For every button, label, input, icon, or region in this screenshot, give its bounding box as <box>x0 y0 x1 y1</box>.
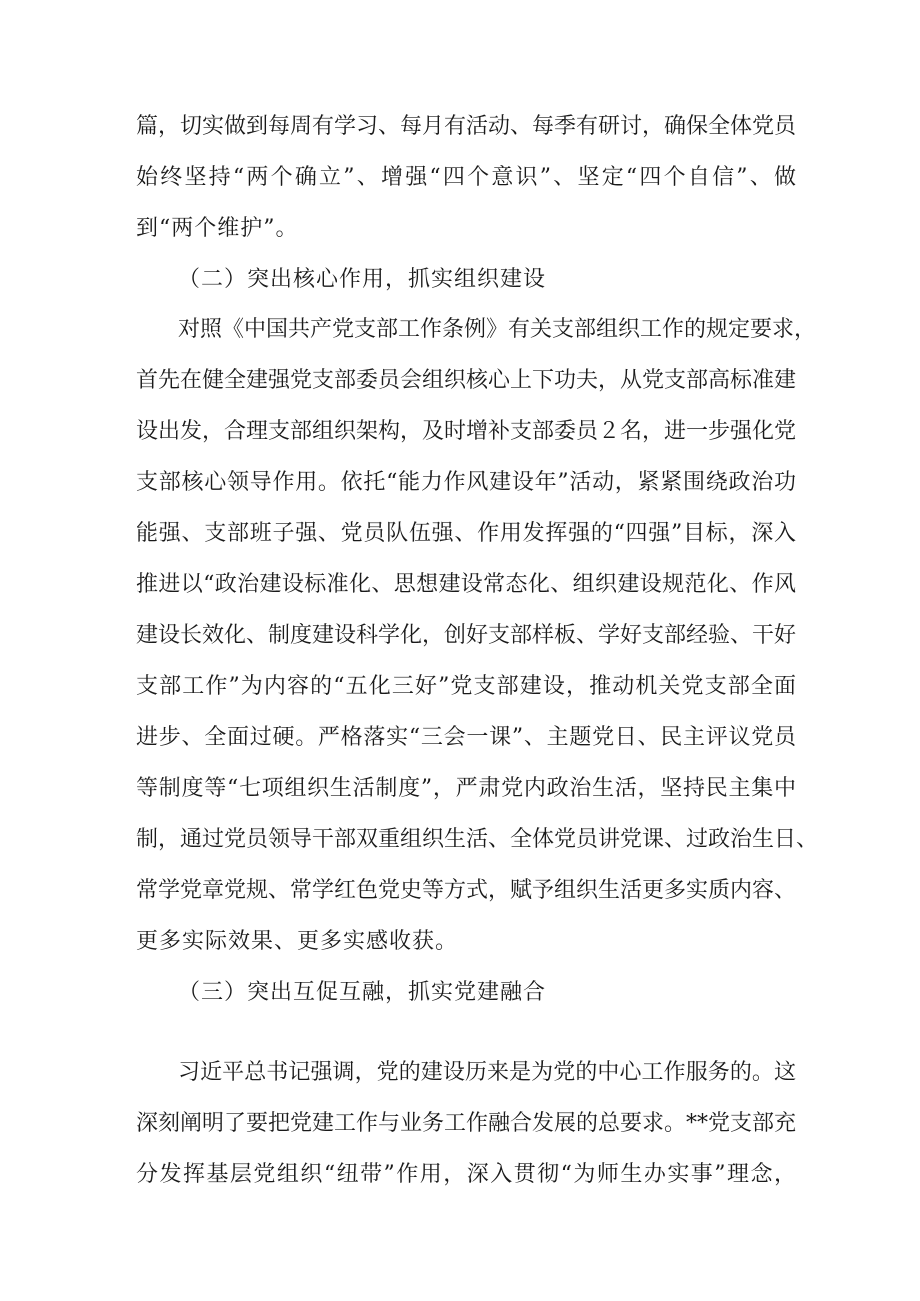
paragraph-2-line-4: 支部核心领导作用。依托“能力作风建设年”活动，紧紧围绕政治功 <box>136 470 796 495</box>
paragraph-1-line-1: 篇，切实做到每周有学习、每月有活动、每季有研讨，确保全体党员 <box>136 114 797 139</box>
paragraph-2-line-3: 设出发，合理支部组织架构，及时增补支部委员２名，进一步强化党 <box>136 419 797 444</box>
paragraph-1-line-2: 始终坚持“两个确立”、增强“四个意识”、坚定“四个自信”、做 <box>136 165 796 190</box>
paragraph-2-line-12: 常学党章党规、常学红色党史等方式，赋予组织生活更多实质内容、 <box>136 878 797 903</box>
paragraph-2-line-1: 对照《中国共产党支部工作条例》有关支部组织工作的规定要求， <box>178 317 817 342</box>
paragraph-3-line-2: 深刻阐明了要把党建工作与业务工作融合发展的总要求。**党支部充 <box>136 1111 797 1136</box>
paragraph-2-line-10: 等制度等“七项组织生活制度”，严肃党内政治生活，坚持民主集中 <box>136 776 796 801</box>
paragraph-2-line-9: 进步、全面过硬。严格落实“三会一课”、主题党日、民主评议党员 <box>136 725 796 750</box>
paragraph-2-line-8: 支部工作”为内容的“五化三好”党支部建设，推动机关党支部全面 <box>136 674 796 699</box>
section-heading-2: （二）突出核心作用，抓实组织建设 <box>178 267 547 292</box>
paragraph-2-line-5: 能强、支部班子强、党员队伍强、作用发挥强的“四强”目标，深入 <box>136 521 796 546</box>
section-heading-3: （三）突出互促互融，抓实党建融合 <box>178 980 547 1005</box>
paragraph-3-line-3: 分发挥基层党组织“纽带”作用，深入贯彻“为师生办实事”理念， <box>136 1162 796 1187</box>
paragraph-3-line-1: 习近平总书记强调，党的建设历来是为党的中心工作服务的。这 <box>178 1060 796 1085</box>
paragraph-1-line-3: 到“两个维护”。 <box>136 216 299 241</box>
paragraph-2-line-6: 推进以“政治建设标准化、思想建设常态化、组织建设规范化、作风 <box>136 572 796 597</box>
paragraph-2-line-11: 制，通过党员领导干部双重组织生活、全体党员讲党课、过政治生日、 <box>136 827 819 852</box>
paragraph-2-line-2: 首先在健全建强党支部委员会组织核心上下功夫，从党支部高标准建 <box>136 368 797 393</box>
paragraph-2-line-7: 建设长效化、制度建设科学化，创好支部样板、学好支部经验、干好 <box>136 623 797 648</box>
paragraph-2-line-13: 更多实际效果、更多实感收获。 <box>136 929 459 954</box>
